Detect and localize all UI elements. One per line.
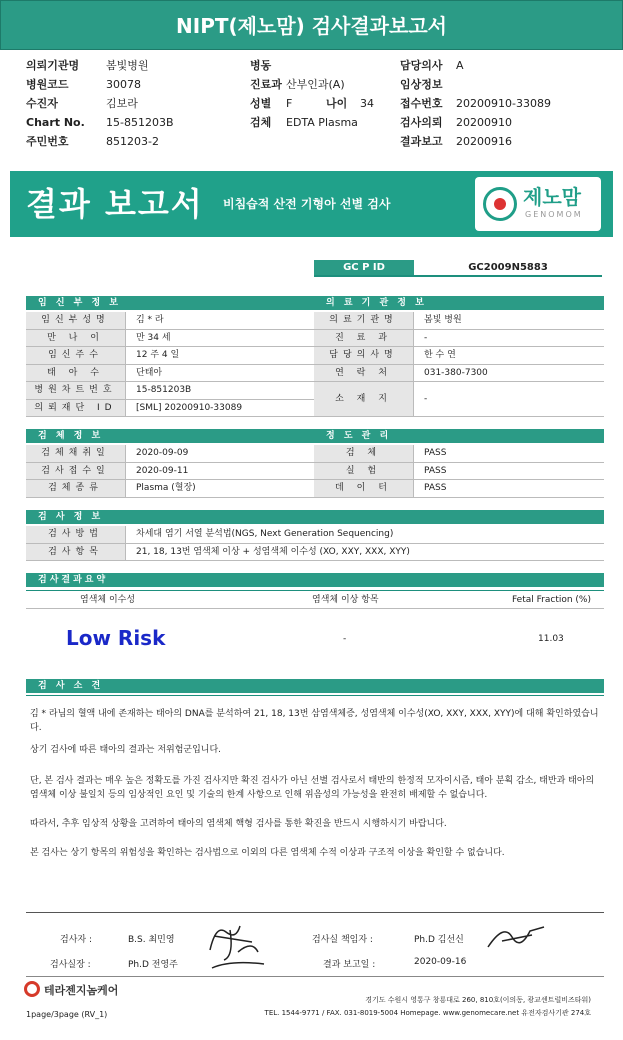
company-logo-icon	[24, 981, 40, 997]
summary-header-aneuploidy: 염색체 이수성	[80, 595, 136, 605]
qc-section: 정 도 관 리	[314, 429, 604, 443]
patient-value: 15-851203B	[136, 385, 192, 395]
summary-section: 검사결과요약	[26, 573, 604, 587]
qc-label: 데 이 터	[314, 480, 414, 497]
specimen-value: 2020-09-09	[136, 448, 189, 458]
header-value: 851203-2	[106, 135, 159, 148]
institution-value: 031-380-7300	[424, 367, 488, 378]
logo-emblem-icon	[483, 187, 517, 221]
qc-value: PASS	[424, 448, 447, 458]
institution-value: 봄빛 병원	[424, 315, 462, 325]
patient-label: 임신부성명	[26, 312, 126, 329]
institution-label: 진 료 과	[314, 330, 414, 347]
qc-value: PASS	[424, 483, 447, 493]
header-value: 봄빛병원	[106, 59, 149, 72]
gcp-id	[314, 260, 602, 277]
test-value: 21, 18, 13번 염색체 이상 + 성염색체 이수성 (XO, XXY, XXX, XYY)	[136, 546, 410, 557]
address: 경기도 수원시 영통구 창룡대로 260, 810호(이의동, 광교센트럴비즈타워)	[365, 996, 591, 1004]
logo-text: 제노맘	[523, 185, 581, 209]
header-label: Chart No.	[26, 116, 85, 129]
report-title: NIPT(제노맘) 검사결과보고서	[0, 0, 623, 50]
header-value: 김보라	[106, 97, 138, 110]
header-label: 임상정보	[400, 78, 443, 91]
banner-title: 결과 보고서	[26, 185, 204, 223]
signature-responsible	[482, 915, 548, 955]
finding-para-4: 따라서, 추후 임상적 상황을 고려하여 태아의 염색체 핵형 검사를 통한 확진을 반드시 시행하시기 바랍니다.	[30, 819, 447, 829]
institution-value: -	[424, 394, 428, 404]
test-label: 검사방법	[26, 526, 126, 543]
qc-label: 검 체	[314, 445, 414, 462]
specimen-section: 검 체 정 보	[26, 429, 314, 443]
tester-name: B.S. 최민영	[128, 935, 175, 945]
header-value: 20200910-33089	[456, 97, 551, 110]
page-number: 1page/3page (RV_1)	[26, 1010, 108, 1019]
header-label: 검사의뢰	[400, 116, 443, 129]
signature-tester	[200, 912, 270, 974]
specimen-label: 검사접수일	[26, 463, 126, 480]
patient-label: 만 나 이	[26, 330, 126, 347]
chief-name: Ph.D 전영주	[128, 960, 178, 970]
header-label: 의뢰기관명	[26, 59, 80, 72]
patient-value: [SML] 20200910-33089	[136, 402, 243, 413]
responsible-label: 검사실 책임자 :	[312, 935, 373, 945]
finding-para-3: 단, 본 검사 결과는 매우 높은 정확도를 가진 검사지만 확진 검사가 아닌 선별 검사로서 태반의 한정적 모자이시즘, 태아 분획 감소, 태반과 태아의 염색체 이상 불일치 등의 임상적인 요인 및 기술의 한계 사항으로 인해 위음성의 가능성을 완전히 배제할 수 없습니다.	[30, 776, 595, 800]
genomom-logo	[475, 177, 601, 231]
institution-label: 의료기관명	[314, 312, 414, 329]
patient-value: 12 주 4 일	[136, 350, 180, 360]
specimen-label: 검체채취일	[26, 445, 126, 462]
contact: TEL. 1544-9771 / FAX. 031-8019-5004 Homepage. www.genomecare.net 유전자검사기관 274호	[264, 1009, 591, 1017]
header-label: 병원코드	[26, 78, 69, 91]
test-label: 검사항목	[26, 544, 126, 561]
patient-label: 병원차트번호	[26, 382, 126, 399]
institution-section: 의 료 기 관 정 보	[314, 296, 604, 310]
gcp-label: GC P ID	[314, 260, 414, 275]
fetal-fraction-value: 11.03	[538, 634, 564, 644]
age-value: 34	[360, 97, 374, 110]
patient-value: 만 34 세	[136, 332, 171, 343]
header-value: 15-851203B	[106, 116, 174, 129]
header-label: 검체	[250, 116, 272, 129]
header-value: 산부인과(A)	[286, 78, 345, 91]
test-section: 검 사 정 보	[26, 510, 604, 524]
header-label: 담당의사	[400, 59, 443, 72]
result-banner	[10, 171, 613, 237]
specimen-value: 2020-09-11	[136, 465, 189, 476]
summary-header-ff: Fetal Fraction (%)	[512, 595, 591, 605]
header-label: 접수번호	[400, 97, 443, 110]
header-label: 주민번호	[26, 135, 69, 148]
summary-header-abnormal: 염색체 이상 항목	[312, 595, 379, 605]
finding-para-1: 김 * 라님의 혈액 내에 존재하는 태아의 DNA를 분석하여 21, 18, 13번 삼염색체증, 성염색체 이수성(XO, XXY, XXX, XYY)에 대해 확인하였습니다.	[30, 709, 599, 733]
patient-value: 단태아	[136, 367, 163, 378]
institution-label: 소 재 지	[314, 382, 414, 416]
report-date: 2020-09-16	[414, 957, 467, 967]
tester-label: 검사자 :	[60, 935, 92, 945]
specimen-value: Plasma (혈장)	[136, 483, 196, 493]
header-label: 성별	[250, 97, 272, 110]
header-value: A	[456, 59, 464, 72]
qc-label: 실 험	[314, 463, 414, 480]
institution-label: 담당의사명	[314, 347, 414, 364]
patient-label: 태 아 수	[26, 365, 126, 382]
company-name: 테라젠지놈케어	[44, 984, 119, 997]
header-value: 20200916	[456, 135, 512, 148]
age-label: 나이	[326, 97, 348, 110]
abnormal-result: -	[343, 634, 347, 644]
header-value: EDTA Plasma	[286, 116, 358, 129]
header-label: 진료과	[250, 78, 282, 91]
specimen-label: 검체종류	[26, 480, 126, 497]
logo-subtext: GENOMOM	[525, 210, 583, 219]
institution-value: -	[424, 332, 428, 343]
finding-para-2: 상기 검사에 따른 태아의 결과는 저위험군입니다.	[30, 745, 222, 755]
header-value: F	[286, 97, 293, 110]
finding-para-5: 본 검사는 상기 항목의 위험성을 확인하는 검사법으로 이외의 다른 염색체 수적 이상과 구조적 이상을 확인할 수 없습니다.	[30, 848, 505, 858]
gcp-value: GC2009N5883	[468, 262, 548, 273]
header-value: 30078	[106, 78, 141, 91]
patient-label: 의뢰재단 ID	[26, 400, 126, 417]
findings-section: 검 사 소 견	[26, 679, 604, 693]
responsible-name: Ph.D 김선신	[414, 935, 464, 945]
chief-label: 검사실장 :	[50, 960, 91, 970]
qc-value: PASS	[424, 465, 447, 476]
institution-label: 연 락 처	[314, 365, 414, 382]
patient-value: 김 * 라	[136, 315, 164, 325]
risk-result: Low Risk	[66, 626, 166, 650]
header-value: 20200910	[456, 116, 512, 129]
header-label: 결과보고	[400, 135, 443, 148]
header-label: 수진자	[26, 97, 58, 110]
banner-subtitle: 비침습적 산전 기형아 선별 검사	[223, 197, 391, 211]
patient-section: 임 신 부 정 보	[26, 296, 314, 310]
header-label: 병동	[250, 59, 272, 72]
patient-label: 임신주수	[26, 347, 126, 364]
test-value: 차세대 염기 서열 분석법(NGS, Next Generation Sequencing)	[136, 529, 394, 539]
report-date-label: 결과 보고일 :	[323, 960, 376, 970]
institution-value: 한 수 연	[424, 350, 456, 360]
